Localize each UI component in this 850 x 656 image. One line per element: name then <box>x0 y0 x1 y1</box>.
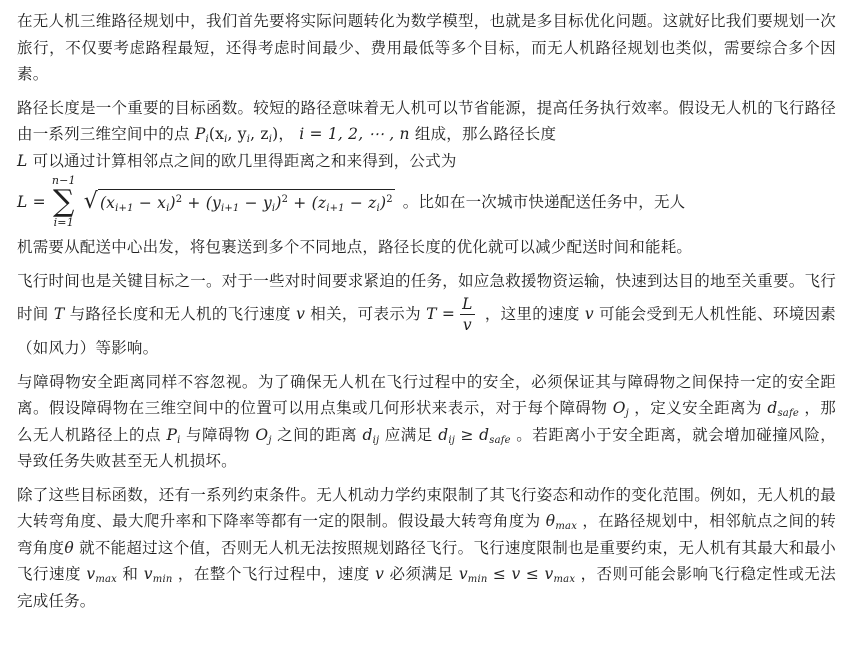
math-speed-range: $v_{min} \le v \le v_{max}$ <box>458 565 576 585</box>
math-theta-max: $\theta_{max}$ <box>545 512 578 532</box>
path-length-text-4b: 机需要从配送中心出发，将包裹送到多个不同地点，路径长度的优化就可以减少配送时间和能耗。 <box>17 238 693 256</box>
formula-time-lhs: T = <box>426 305 456 323</box>
safety-text-1: 与障碍物安全距离同样不容忽视。为了确保无人机在飞行过程中的安全，必须保证其与障碍物之间保持一定的安全距离。假设障碍物在三维空间中的位置可以用点集或几何形状来表示，对于每个障碍物 <box>17 372 836 417</box>
safety-text-7: 。若距离小于安全距离，就会增加碰撞风险，导致任务失败甚至无人机损坏。 <box>17 425 836 470</box>
formula-lhs: L = <box>17 192 46 211</box>
path-length-formula <box>17 170 836 234</box>
flight-time-text-4: ，这里的速度 <box>479 305 585 323</box>
sqrt-body: $(x_{i+1} - x_i)^2 + (y_{i+1} - y_i)^2 + (z_{i+1} - z_i)^2$ <box>98 189 395 215</box>
fraction-denominator: v <box>460 314 475 335</box>
math-v: v <box>296 305 306 323</box>
path-length-text-4a: 。比如在一次城市快递配送任务中，无人 <box>402 192 686 211</box>
math-d-ij: $d_{ij}$ <box>362 425 380 446</box>
sum-upper-limit: n−1 <box>51 174 76 187</box>
safety-text-4: 与障碍物 <box>180 425 256 444</box>
math-inequality: $d_{ij} \ge d_{safe}$ <box>438 425 511 446</box>
constraints-text-1: 除了这些目标函数，还有一系列约束条件。无人机动力学约束限制了其飞行姿态和动作的变化范围。例如，无人机的最大转弯角度、最大爬升率和下降率等都有一定的限制。假设最大转弯角度为 <box>17 485 836 530</box>
sigma-symbol: ∑ <box>52 184 75 219</box>
sum-lower-limit: i=1 <box>53 216 74 229</box>
intro-text: 在无人机三维路径规划中，我们首先要将实际问题转化为数学模型，也就是多目标优化问题。这就好比我们要规划一次旅行，不仅要考虑路程最短，还得考虑时间最少、费用最低等多个目标，而无人机路径规划也类似，需要综合多个因素。 <box>17 12 836 83</box>
math-d-safe: $d_{safe}$ <box>767 399 799 419</box>
flight-time-text-1: 飞行时间也是关键目标之一。对于一些对时间要求紧迫的任务，如应急救援物资运输，快速到达目的地至关重要。飞行时间 <box>17 271 836 323</box>
path-length-text-2: 组成，那么路径长度 <box>409 125 557 143</box>
math-index-range: i = 1, 2, ⋯ , n <box>299 125 410 143</box>
math-P-i: $P_i$ <box>166 425 181 446</box>
math-theta: θ <box>64 538 74 557</box>
math-O-j: $O_j$ <box>612 399 629 419</box>
fraction-L-over-v <box>459 294 476 335</box>
math-point: $P_i(x_i$, $y_i$, $z_i$) <box>194 125 279 145</box>
paragraph-safety-distance <box>17 369 836 475</box>
math-T: T <box>53 305 65 323</box>
path-length-text-1: 路径长度是一个重要的目标函数。较短的路径意味着无人机可以节省能源，提高任务执行效率。假设无人机的飞行路径由一系列三维空间中的点 <box>17 98 836 143</box>
constraints-text-4: ，在整个飞行过程中，速度 <box>172 565 376 583</box>
flight-time-text-2: 与路径长度和无人机的飞行速度 <box>64 305 297 323</box>
math-v-2: v <box>584 305 594 323</box>
math-v-max: $v_{max}$ <box>86 565 117 585</box>
sqrt-sign: √ <box>83 189 98 214</box>
flight-time-text-3: 相关，可表示为 <box>305 305 427 323</box>
math-L: L <box>17 151 28 170</box>
flight-time-text-5: 可能会受到无人机性能、环境因素（如风力）等影响。 <box>17 305 837 357</box>
safety-text-5: 之间的距离 <box>271 425 363 444</box>
square-root <box>84 189 395 215</box>
constraints-text-3: 就不能超过这个值，否则无人机无法按照规划路径飞行。飞行速度限制也是重要约束，无人机有其最大和最小飞行速度 <box>17 538 837 583</box>
constraints-text-5: 必须满足 <box>384 565 459 583</box>
paragraph-constraints <box>17 482 836 615</box>
paragraph-flight-time <box>17 268 836 362</box>
math-O-j-2: $O_j$ <box>255 425 272 446</box>
paragraph-intro <box>17 8 836 88</box>
math-v-3: v <box>375 565 385 583</box>
safety-text-6: 应满足 <box>379 425 439 444</box>
constraints-and: 和 <box>117 565 144 583</box>
paragraph-path-length <box>17 95 836 261</box>
safety-text-2: ，定义安全距离为 <box>628 399 768 417</box>
math-v-min: $v_{min}$ <box>143 565 173 585</box>
separator: ， <box>278 125 295 143</box>
fraction-numerator: L <box>462 295 473 313</box>
safety-text-3: ，那么无人机路径上的点 <box>17 399 837 444</box>
summation <box>52 175 76 229</box>
path-length-text-3: 可以通过计算相邻点之间的欧几里得距离之和来得到，公式为 <box>27 151 457 170</box>
constraints-text-2: ，在路径规划中，相邻航点之间的转弯角度 <box>17 512 836 557</box>
constraints-text-6: ，否则可能会影响飞行稳定性或无法完成任务。 <box>17 565 836 610</box>
